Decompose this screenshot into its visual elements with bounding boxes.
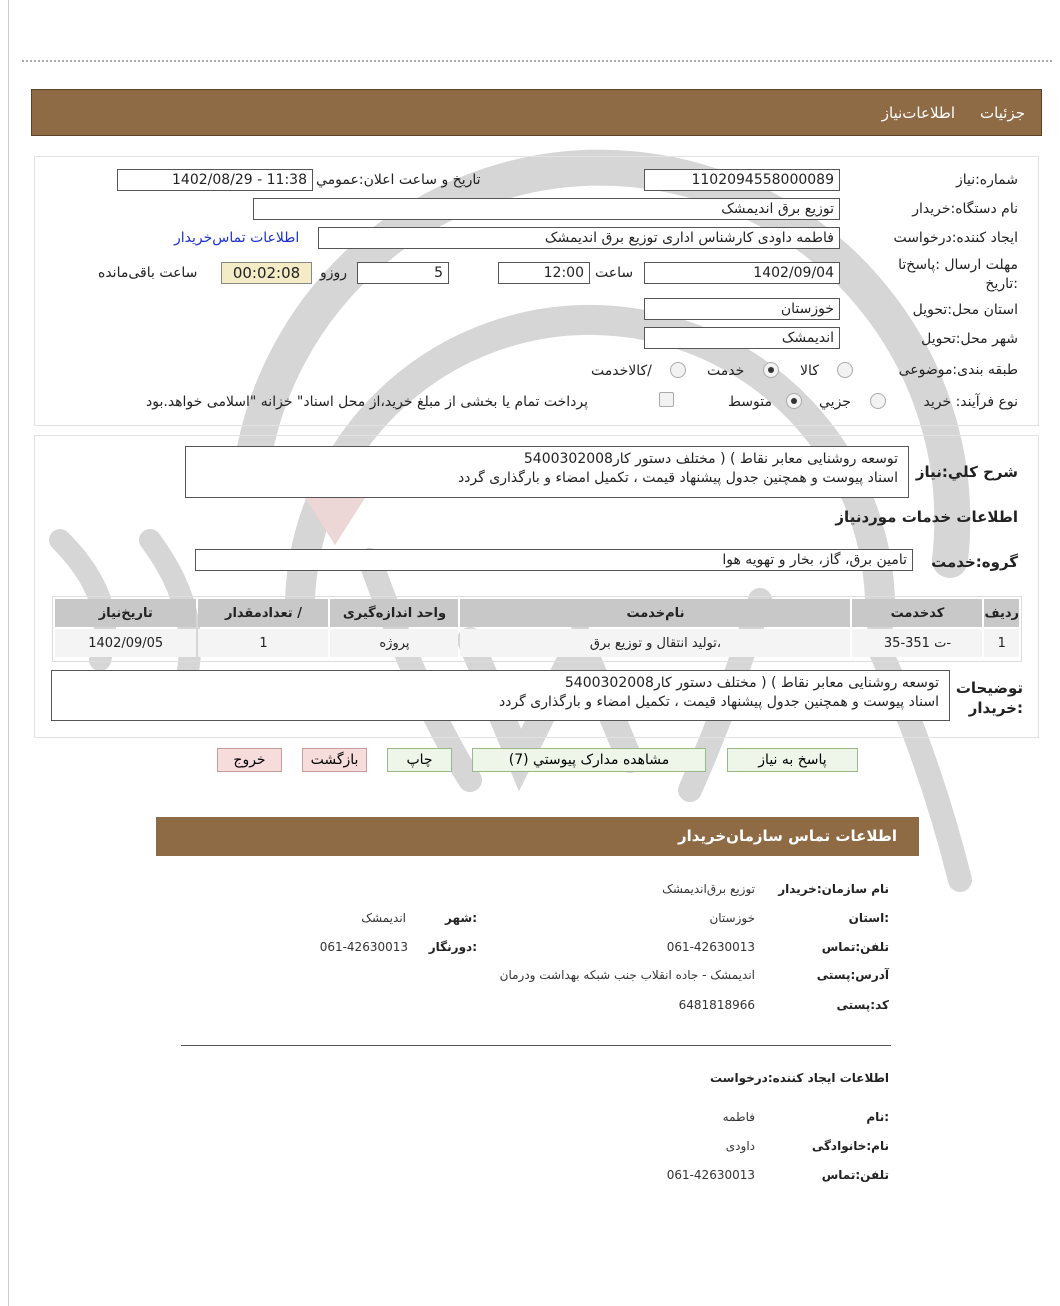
contact-address-value: اندیمشک - جاده انقلاب جنب شبکه بهداشت ودرمان: [499, 968, 755, 982]
category-goods-service-radio[interactable]: [670, 362, 686, 378]
buyer-notes-box: [51, 670, 950, 721]
contact-postal-value: 6481818966: [678, 998, 755, 1012]
category-label: طبقه بندی:موضوعی: [898, 362, 1018, 378]
col-service-code: کدخدمت: [852, 599, 982, 627]
remaining-label: ساعت باقی‌مانده: [98, 265, 198, 281]
col-unit: واحد اندازه‌گیری: [330, 599, 458, 627]
services-table: [53, 597, 1021, 659]
table-header-row: [55, 599, 1019, 627]
contact-city-label: :شهر: [445, 911, 477, 925]
creator-field: فاطمه داودی کارشناس اداری توزیع برق اندیمشک: [318, 227, 840, 249]
category-goods-label: کالا: [800, 363, 819, 379]
col-service-name: نام‌خدمت: [460, 599, 850, 627]
buyer-org-label: نام دستگاه:خریدار: [912, 201, 1018, 217]
creator-label: ایجاد کننده:درخواست: [893, 230, 1018, 246]
announce-datetime-field: 1402/08/29 - 11:38: [117, 169, 313, 191]
cell-need-date: 1402/09/05: [55, 629, 196, 657]
buyer-org-field: توزیع برق اندیمشک: [253, 198, 840, 220]
top-dotted-divider: [22, 60, 1052, 62]
contact-separator: [181, 1045, 891, 1046]
tab-details[interactable]: جزئیات: [980, 104, 1025, 122]
city-label: شهر محل:تحویل: [921, 331, 1018, 347]
category-goods-service-label: /کالاخدمت: [591, 363, 652, 379]
deadline-label: مهلت ارسال :پاسخ‌تا: [898, 257, 1018, 273]
tabs-bar: [31, 89, 1042, 136]
col-row: ردیف: [984, 599, 1019, 627]
back-button[interactable]: بازگشت: [302, 748, 367, 772]
contact-address-label: آدرس:پستی: [816, 968, 889, 982]
cell-quantity: 1: [198, 629, 328, 657]
summary-line-1: توسعه روشنایی معابر نقاط ) ( مختلف دستور کار5400302008: [523, 451, 898, 467]
contact-province-value: خوزستان: [709, 911, 755, 925]
contact-postal-label: کد:پستی: [836, 998, 889, 1012]
buyer-notes-line-1: توسعه روشنایی معابر نقاط ) ( مختلف دستور کار5400302008: [564, 675, 939, 691]
need-number-field: 1102094558000089: [644, 169, 840, 191]
province-label: استان محل:تحویل: [912, 302, 1018, 318]
buyer-contact-link[interactable]: اطلاعات تماس‌خریدار: [174, 230, 300, 246]
creator-phone-label: تلفن:تماس: [821, 1168, 889, 1182]
buyer-contact-title: اطلاعات تماس سازمان‌خریدار: [677, 827, 897, 845]
category-goods-radio[interactable]: [837, 362, 853, 378]
deadline-date-field: 1402/09/04: [644, 262, 840, 284]
announce-label: تاریخ و ساعت اعلان:عمومي: [316, 172, 481, 188]
process-small-label: جزيي: [819, 394, 851, 410]
contact-org-label: نام سازمان:خریدار: [778, 882, 889, 896]
days-field: 5: [357, 262, 449, 284]
creator-phone-value: 061-42630013: [666, 1168, 755, 1182]
buyer-notes-label-2: :خریدار: [968, 699, 1023, 717]
view-attachments-button[interactable]: مشاهده مدارک پیوستي (7): [472, 748, 706, 772]
contact-phone-label: تلفن:تماس: [821, 940, 889, 954]
process-medium-label: متوسط: [728, 394, 772, 410]
remaining-timer: 00:02:08: [221, 262, 312, 284]
cell-unit: پروژه: [330, 629, 458, 657]
reply-button[interactable]: پاسخ به نیاز: [727, 748, 858, 772]
contact-fax-label: :دورنگار: [428, 940, 477, 954]
treasury-payment-checkbox[interactable]: [659, 392, 674, 407]
print-button[interactable]: چاپ: [387, 748, 452, 772]
summary-box: [185, 446, 909, 498]
creator-info-title: اطلاعات ایجاد کننده:درخواست: [709, 1071, 889, 1085]
need-number-label: شماره:نیاز: [955, 172, 1018, 188]
services-title: اطلاعات خدمات موردنیاز: [835, 508, 1018, 526]
summary-label: شرح کلي:نیاز: [915, 463, 1018, 481]
category-service-label: خدمت: [707, 363, 745, 379]
col-quantity: / تعدادمقدار: [198, 599, 328, 627]
treasury-payment-note: پرداخت تمام یا بخشی از مبلغ خرید،از محل اسناد" خزانه "اسلامی خواهد.بود: [146, 394, 589, 410]
deadline-label-date: :تاریخ: [985, 276, 1018, 292]
col-need-date: تاریخ‌نیاز: [55, 599, 196, 627]
contact-city-value: اندیمشک: [361, 911, 406, 925]
table-row: [55, 629, 1019, 657]
creator-name-value: فاطمه: [722, 1110, 755, 1124]
need-info-panel: [34, 156, 1039, 426]
creator-family-label: نام:خانوادگی: [811, 1139, 889, 1153]
left-border: [8, 0, 9, 1306]
province-field: خوزستان: [644, 298, 840, 320]
tab-need-info[interactable]: اطلاعات‌نیاز: [881, 104, 955, 122]
time-label: ساعت: [595, 265, 634, 281]
buyer-notes-line-2: اسناد پیوست و همچنین جدول پیشنهاد قیمت ، تکمیل امضاء و بارگذاری گردد: [498, 694, 939, 710]
process-medium-radio[interactable]: [786, 393, 802, 409]
process-label: نوع فرآیند: خرید: [923, 394, 1018, 410]
days-label: روزو: [320, 265, 348, 281]
creator-family-value: داودی: [725, 1139, 755, 1153]
contact-phone-value: 061-42630013: [666, 940, 755, 954]
summary-line-2: اسناد پیوست و همچنین جدول پیشنهاد قیمت ، تکمیل امضاء و بارگذاری گردد: [457, 470, 898, 486]
cell-service-code: ت 351-35-: [852, 629, 982, 657]
cell-service-name: ،تولید انتقال و توزیع برق: [460, 629, 850, 657]
city-field: اندیمشک: [644, 327, 840, 349]
contact-fax-value: 061-42630013: [319, 940, 408, 954]
buyer-contact-header: [156, 817, 919, 856]
service-group-field: تامین برق، گاز، بخار و تهویه هوا: [195, 549, 913, 571]
contact-org-value: توزیع برق‌اندیمشک: [662, 882, 755, 896]
service-group-label: گروه:خدمت: [931, 553, 1018, 571]
contact-province-label: :استان: [848, 911, 889, 925]
creator-name-label: :نام: [866, 1110, 889, 1124]
exit-button[interactable]: خروج: [217, 748, 282, 772]
deadline-time-field: 12:00: [498, 262, 590, 284]
category-service-radio[interactable]: [763, 362, 779, 378]
cell-row: 1: [984, 629, 1019, 657]
buyer-notes-label: توضیحات: [955, 679, 1023, 697]
process-small-radio[interactable]: [870, 393, 886, 409]
